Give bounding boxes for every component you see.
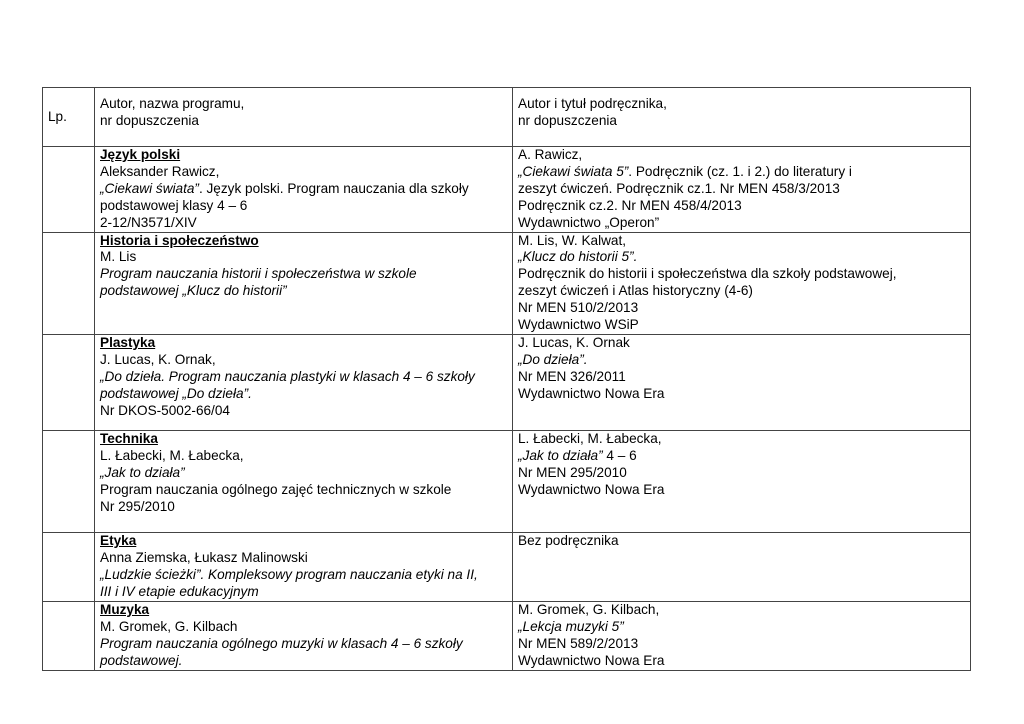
book-line [518, 300, 966, 317]
book-text: Nr MEN 510/2/2013 [518, 300, 639, 316]
book-text: J. Lucas, K. Ornak [518, 334, 630, 350]
lp-cell [43, 147, 95, 233]
subject-heading: Etyka [100, 532, 137, 548]
program-line [100, 550, 508, 567]
book-text: A. Rawicz, [518, 147, 583, 162]
program-line [100, 499, 508, 516]
book-text: „Jak to działa” [518, 447, 603, 463]
book-text: M. Gromek, G. Kilbach, [518, 601, 660, 617]
program-cell [95, 601, 513, 670]
program-line [100, 448, 508, 465]
program-line [100, 619, 508, 636]
book-line [518, 283, 966, 300]
subject-heading: Technika [100, 430, 158, 446]
program-line [100, 482, 508, 499]
book-line [518, 198, 966, 215]
program-line [100, 636, 508, 653]
book-text-rest: 4 – 6 [602, 447, 637, 463]
book-cell [513, 430, 971, 532]
book-line [518, 181, 966, 198]
subject-heading: Historia i społeczeństwo [100, 232, 259, 248]
program-line [100, 335, 508, 352]
book-text: „Klucz do historii 5”. [518, 249, 638, 265]
program-line [100, 283, 508, 300]
program-text: podstawowej „Klucz do historii” [100, 283, 287, 299]
program-text: Program nauczania historii i społeczeństwa w szkole [100, 266, 417, 282]
program-line [100, 352, 508, 369]
program-text: „Ludzkie ścieżki”. Kompleksowy program nauczania etyki na II, [100, 566, 478, 582]
book-text: Nr MEN 295/2010 [518, 464, 627, 480]
book-line [518, 317, 966, 334]
book-text: „Lekcja muzyki 5” [518, 618, 624, 634]
header-program-line: nr dopuszczenia [100, 112, 199, 128]
book-cell [513, 147, 971, 233]
program-cell [95, 232, 513, 334]
book-line [518, 352, 966, 369]
program-text: podstawowej. [100, 652, 183, 668]
program-line [100, 465, 508, 482]
program-text: podstawowej klasy 4 – 6 [100, 197, 248, 213]
program-line [100, 403, 508, 420]
table-row [43, 147, 971, 233]
book-line [518, 653, 966, 670]
subject-heading: Plastyka [100, 334, 156, 350]
table-row [43, 601, 971, 670]
program-text: „Ciekawi świata” [100, 180, 199, 196]
book-line [518, 431, 966, 448]
program-text: podstawowej „Do dzieła”. [100, 385, 252, 401]
lp-cell [43, 232, 95, 334]
table-row [43, 334, 971, 430]
program-line [100, 653, 508, 670]
book-line [518, 465, 966, 482]
book-line [518, 636, 966, 653]
book-line [518, 386, 966, 403]
program-line [100, 584, 508, 601]
header-lp-cell: Lp. [43, 88, 95, 147]
program-line [100, 567, 508, 584]
table-row [43, 532, 971, 601]
program-line [100, 431, 508, 448]
book-text: zeszyt ćwiczeń. Podręcznik cz.1. Nr MEN 458/3/2013 [518, 180, 840, 196]
header-book-cell [513, 88, 971, 147]
program-text: L. Łabecki, M. Łabecka, [100, 447, 244, 463]
table-row [43, 232, 971, 334]
curriculum-table [42, 87, 971, 671]
book-text: „Do dzieła”. [518, 351, 588, 367]
program-line [100, 533, 508, 550]
book-line [518, 335, 966, 352]
book-line [518, 164, 966, 181]
program-text: M. Gromek, G. Kilbach [100, 618, 238, 634]
book-line [518, 147, 966, 164]
book-line [518, 266, 966, 283]
program-text: J. Lucas, K. Ornak, [100, 351, 216, 367]
header-book-line: nr dopuszczenia [518, 112, 617, 128]
program-text: Nr 295/2010 [100, 498, 175, 514]
lp-cell [43, 601, 95, 670]
table-header-row [43, 88, 971, 147]
book-cell [513, 232, 971, 334]
book-line [518, 369, 966, 386]
program-line [100, 266, 508, 283]
program-line [100, 386, 508, 403]
program-line [100, 249, 508, 266]
book-line [518, 448, 966, 465]
book-text: Nr MEN 589/2/2013 [518, 635, 639, 651]
program-line [100, 147, 508, 164]
lp-cell [43, 430, 95, 532]
book-text: M. Lis, W. Kalwat, [518, 232, 627, 248]
book-line [518, 619, 966, 636]
program-cell [95, 532, 513, 601]
book-text: Wydawnictwo Nowa Era [518, 652, 665, 668]
program-text: Nr DKOS-5002-66/04 [100, 402, 230, 418]
program-cell [95, 147, 513, 233]
program-text: „Jak to działa” [100, 464, 185, 480]
program-text: Anna Ziemska, Łukasz Malinowski [100, 549, 308, 565]
book-text: Podręcznik do historii i społeczeństwa dla szkoły podstawowej, [518, 266, 897, 282]
book-line [518, 249, 966, 266]
book-line [518, 482, 966, 499]
program-line [100, 602, 508, 619]
book-line [518, 533, 966, 550]
program-text: III i IV etapie edukacyjnym [100, 583, 259, 599]
book-text: Wydawnictwo WSiP [518, 317, 639, 333]
table-row [43, 430, 971, 532]
book-text: Podręcznik cz.2. Nr MEN 458/4/2013 [518, 197, 742, 213]
book-text: Wydawnictwo Nowa Era [518, 385, 665, 401]
program-line [100, 164, 508, 181]
book-text: Bez podręcznika [518, 532, 619, 548]
book-text-rest: . Podręcznik (cz. 1. i 2.) do literatury i [628, 163, 852, 179]
program-text: M. Lis [100, 249, 137, 265]
book-text: Wydawnictwo „Operon” [518, 214, 660, 230]
book-cell [513, 532, 971, 601]
program-cell [95, 430, 513, 532]
program-text: „Do dzieła. Program nauczania plastyki w klasach 4 – 6 szkoły [100, 368, 475, 384]
lp-cell [43, 532, 95, 601]
program-text: Aleksander Rawicz, [100, 163, 220, 179]
book-cell [513, 601, 971, 670]
subject-heading: Muzyka [100, 601, 150, 617]
program-line [100, 215, 508, 232]
subject-heading: Język polski [100, 147, 181, 162]
book-line [518, 602, 966, 619]
book-line [518, 215, 966, 232]
program-line [100, 198, 508, 215]
program-text: Program nauczania ogólnego zajęć technicznych w szkole [100, 481, 452, 497]
book-line [518, 233, 966, 250]
header-program-line: Autor, nazwa programu, [100, 96, 245, 111]
header-program-cell [95, 88, 513, 147]
program-line [100, 181, 508, 198]
header-book-line: Autor i tytuł podręcznika, [518, 96, 667, 111]
program-text-rest: . Język polski. Program nauczania dla szkoły [198, 180, 469, 196]
book-text: L. Łabecki, M. Łabecka, [518, 430, 662, 446]
lp-cell [43, 334, 95, 430]
book-text: „Ciekawi świata 5” [518, 163, 629, 179]
book-cell [513, 334, 971, 430]
program-line [100, 369, 508, 386]
program-cell [95, 334, 513, 430]
book-text: Nr MEN 326/2011 [518, 368, 626, 384]
book-text: zeszyt ćwiczeń i Atlas historyczny (4-6) [518, 283, 753, 299]
program-line [100, 233, 508, 250]
book-text: Wydawnictwo Nowa Era [518, 481, 665, 497]
program-text: Program nauczania ogólnego muzyki w klasach 4 – 6 szkoły [100, 635, 463, 651]
program-text: 2-12/N3571/XIV [100, 214, 197, 230]
